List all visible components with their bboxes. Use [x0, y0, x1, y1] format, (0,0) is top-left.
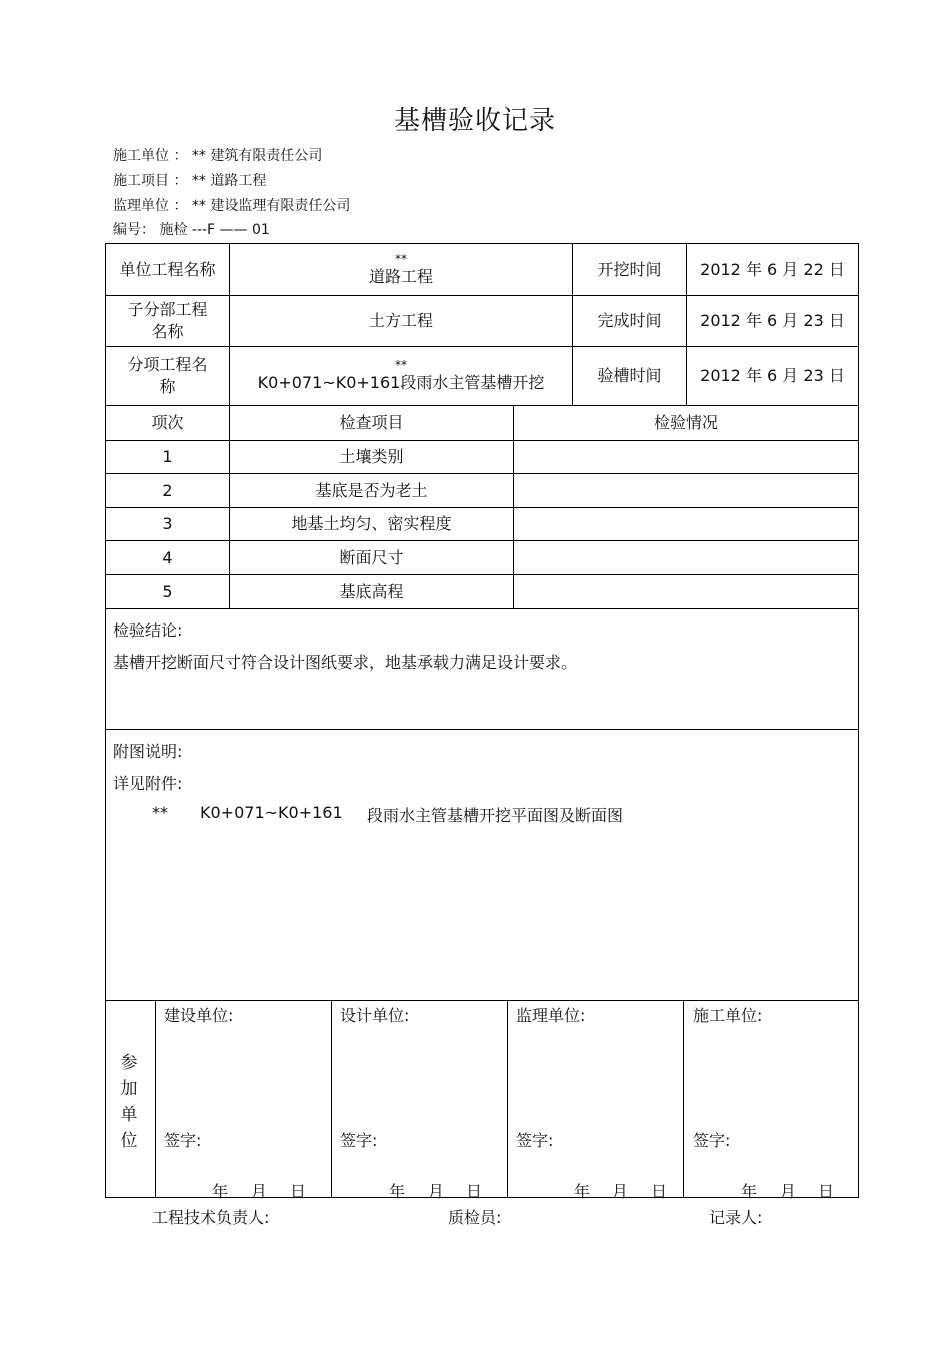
- signature-label: 签字:: [164, 1131, 202, 1150]
- conclusion-label: 检验结论:: [113, 621, 183, 640]
- item-name: 土壤类别: [339, 447, 404, 466]
- supervision-unit-label: 监理单位:: [516, 1006, 586, 1025]
- attachment-range: K0+071~K0+161: [200, 803, 343, 822]
- unit-project-name-value: [230, 244, 572, 295]
- divider: [105, 1000, 859, 1001]
- item-name: 地基土均匀、密实程度: [291, 514, 452, 533]
- item-name: 基底是否为老土: [315, 480, 428, 500]
- side-char: 加: [120, 1079, 138, 1099]
- item-no: 5: [162, 581, 173, 601]
- participants-side-label: [119, 1050, 139, 1154]
- item-result[interactable]: [514, 508, 858, 540]
- attachment-label: 附图说明:: [113, 742, 183, 761]
- divider: [155, 1000, 156, 1198]
- item-project-name-label: [106, 347, 229, 405]
- divider: [105, 729, 859, 730]
- month-label: 月: [428, 1182, 445, 1201]
- value-prefix: **: [395, 358, 407, 372]
- label-line: 分项工程名: [127, 355, 208, 374]
- label-line: 名称: [151, 322, 184, 341]
- column-header-check-item: 检查项目: [339, 413, 404, 432]
- value-prefix: **: [395, 251, 407, 266]
- excavation-time-value: 2012 年 6 月 22 日: [700, 259, 845, 279]
- item-no: 1: [162, 447, 173, 466]
- year-label: 年: [741, 1182, 758, 1201]
- side-char: 位: [120, 1131, 138, 1151]
- unit-project-name-label: 单位工程名称: [119, 259, 216, 279]
- item-result[interactable]: [514, 474, 858, 507]
- inspection-time-value: 2012 年 6 月 23 日: [700, 366, 845, 385]
- conclusion-text: 基槽开挖断面尺寸符合设计图纸要求，地基承载力满足设计要求。: [113, 653, 578, 672]
- sub-project-name-label: [106, 296, 229, 346]
- item-no: 3: [162, 514, 173, 533]
- divider: [331, 1000, 332, 1198]
- sub-project-name-value: 土方工程: [368, 311, 433, 330]
- construction-owner-label: 建设单位:: [164, 1006, 234, 1025]
- completion-time-value: 2012 年 6 月 23 日: [700, 311, 845, 330]
- year-label: 年: [212, 1182, 229, 1201]
- excavation-time-label: 开挖时间: [597, 259, 662, 279]
- attachment-description: 段雨水主管基槽开挖平面图及断面图: [367, 806, 624, 825]
- signature-label: 签字:: [516, 1131, 554, 1150]
- page-title: 基槽验收记录: [393, 106, 556, 136]
- inspection-time-label: 验槽时间: [597, 366, 662, 385]
- item-name: 基底高程: [339, 581, 404, 601]
- item-result[interactable]: [514, 575, 858, 608]
- month-label: 月: [251, 1182, 268, 1201]
- construction-unit: 施工单位 ： ** 建筑有限责任公司: [113, 148, 323, 164]
- construction-project: 施工项目 ： ** 道路工程: [113, 173, 267, 189]
- completion-time-label: 完成时间: [597, 311, 662, 330]
- item-no: 2: [162, 480, 173, 500]
- day-label: 日: [651, 1182, 668, 1201]
- item-name: 断面尺寸: [339, 547, 404, 567]
- day-label: 日: [818, 1182, 835, 1201]
- inspector-label: 质检员:: [448, 1208, 502, 1227]
- item-result[interactable]: [514, 441, 858, 473]
- divider: [105, 608, 859, 609]
- attachment-prefix: **: [152, 803, 168, 822]
- year-label: 年: [389, 1182, 406, 1201]
- attachment-detail-label: 详见附件:: [113, 774, 183, 793]
- construction-unit-label: 施工单位:: [693, 1006, 763, 1025]
- label-line: 子分部工程: [127, 300, 208, 319]
- year-label: 年: [574, 1182, 591, 1201]
- side-char: 参: [120, 1053, 138, 1073]
- label-line: 称: [159, 377, 176, 396]
- divider: [683, 1000, 684, 1198]
- design-unit-label: 设计单位:: [340, 1006, 410, 1025]
- item-result[interactable]: [514, 541, 858, 574]
- document-number: 编号： 施检 ---F —— 01: [113, 222, 270, 238]
- month-label: 月: [780, 1182, 797, 1201]
- day-label: 日: [466, 1182, 483, 1201]
- recorder-label: 记录人:: [709, 1208, 763, 1227]
- value-main: 道路工程: [368, 266, 433, 286]
- signature-label: 签字:: [693, 1131, 731, 1150]
- value-main: K0+071~K0+161段雨水主管基槽开挖: [257, 373, 545, 392]
- column-header-no: 项次: [151, 413, 184, 432]
- side-char: 单: [120, 1105, 138, 1125]
- divider: [507, 1000, 508, 1198]
- tech-lead-label: 工程技术负责人:: [152, 1208, 270, 1227]
- column-header-result: 检验情况: [653, 413, 718, 432]
- month-label: 月: [612, 1182, 629, 1201]
- day-label: 日: [290, 1182, 307, 1201]
- supervision-unit: 监理单位 ： ** 建设监理有限责任公司: [113, 198, 351, 214]
- signature-label: 签字:: [340, 1131, 378, 1150]
- item-no: 4: [162, 547, 173, 567]
- item-project-name-value: [230, 347, 572, 405]
